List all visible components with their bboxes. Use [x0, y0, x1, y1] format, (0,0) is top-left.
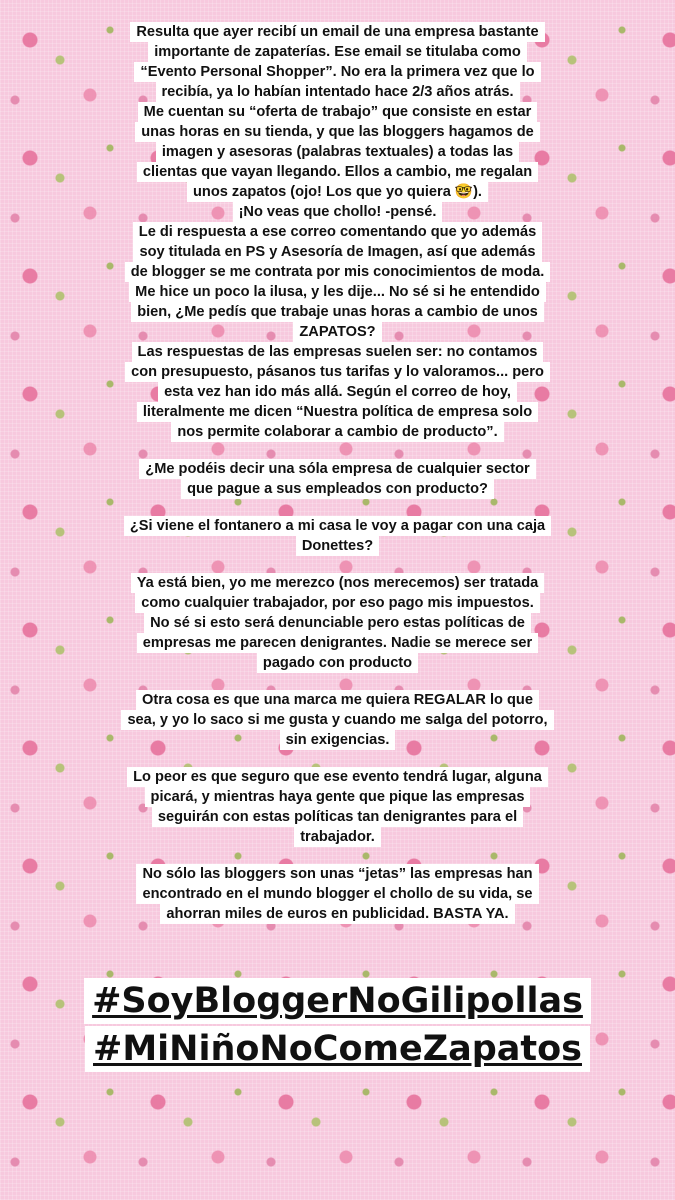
story-line: ¿Me podéis decir una sóla empresa de cualquier sector [139, 459, 535, 479]
hashtag-1[interactable]: #SoyBloggerNoGilipollas [84, 978, 591, 1024]
story-line: esta vez han ido más allá. Según el correo de hoy, [158, 382, 517, 402]
story-line: recibía, ya lo habían intentado hace 2/3 años atrás. [156, 82, 520, 102]
story-line: seguirán con estas políticas tan denigrantes para el [152, 807, 523, 827]
story-line: picará, y mientras haya gente que pique las empresas [145, 787, 531, 807]
story-line: Donettes? [296, 536, 379, 556]
hashtag-block [0, 978, 675, 1074]
story-line: Me cuentan su “oferta de trabajo” que consiste en estar [138, 102, 538, 122]
story-line: No sólo las bloggers son unas “jetas” las empresas han [136, 864, 538, 884]
story-line: importante de zapaterías. Ese email se titulaba como [148, 42, 527, 62]
story-line: Le di respuesta a ese correo comentando que yo además [133, 222, 542, 242]
story-line: como cualquier trabajador, por eso pago mis impuestos. [135, 593, 540, 613]
story-line: ¿Si viene el fontanero a mi casa le voy a pagar con una caja [124, 516, 551, 536]
story-line: ZAPATOS? [293, 322, 381, 342]
story-paragraph [38, 459, 638, 499]
hashtag-2[interactable]: #MiNiñoNoComeZapatos [85, 1026, 590, 1072]
story-line: sea, y yo lo saco si me gusta y cuando me salga del potorro, [121, 710, 553, 730]
story-line: Ya está bien, yo me merezco (nos merecemos) ser tratada [131, 573, 545, 593]
story-line: trabajador. [294, 827, 381, 847]
story-text [0, 22, 675, 924]
story-line: de blogger se me contrata por mis conocimientos de moda. [125, 262, 551, 282]
story-line: bien, ¿Me pedís que trabaje unas horas a cambio de unos [131, 302, 544, 322]
story-line: ¡No veas que chollo! -pensé. [233, 202, 443, 222]
story-paragraph [38, 22, 638, 442]
story-line: soy titulada en PS y Asesoría de Imagen, así que además [133, 242, 541, 262]
story-line: ahorran miles de euros en publicidad. BASTA YA. [160, 904, 514, 924]
story-line: imagen y asesoras (palabras textuales) a todas las [156, 142, 519, 162]
story-line: clientas que vayan llegando. Ellos a cambio, me regalan [137, 162, 538, 182]
story-line: Las respuestas de las empresas suelen ser: no contamos [132, 342, 544, 362]
story-line: Otra cosa es que una marca me quiera REGALAR lo que [136, 690, 539, 710]
story-line: encontrado en el mundo blogger el chollo de su vida, se [136, 884, 538, 904]
story-paragraph [38, 516, 638, 556]
story-line: pagado con producto [257, 653, 418, 673]
story-paragraph [38, 690, 638, 750]
story-line: unos zapatos (ojo! Los que yo quiera 🤓). [187, 182, 488, 202]
story-line: empresas me parecen denigrantes. Nadie se merece ser [137, 633, 538, 653]
story-line: Resulta que ayer recibí un email de una empresa bastante [130, 22, 544, 42]
story-paragraph [38, 864, 638, 924]
story-line: nos permite colaborar a cambio de producto”. [171, 422, 503, 442]
story-line: que pague a sus empleados con producto? [181, 479, 494, 499]
story-line: Me hice un poco la ilusa, y les dije... No sé si he entendido [129, 282, 546, 302]
story-line: “Evento Personal Shopper”. No era la primera vez que lo [134, 62, 540, 82]
story-line: con presupuesto, pásanos tus tarifas y lo valoramos... pero [125, 362, 550, 382]
story-line: No sé si esto será denunciable pero estas políticas de [144, 613, 531, 633]
story-paragraph [38, 767, 638, 847]
story-line: literalmente me dicen “Nuestra política de empresa solo [137, 402, 538, 422]
story-line: unas horas en su tienda, y que las bloggers hagamos de [135, 122, 540, 142]
story-line: sin exigencias. [280, 730, 396, 750]
story-line: Lo peor es que seguro que ese evento tendrá lugar, alguna [127, 767, 548, 787]
story-paragraph [38, 573, 638, 673]
